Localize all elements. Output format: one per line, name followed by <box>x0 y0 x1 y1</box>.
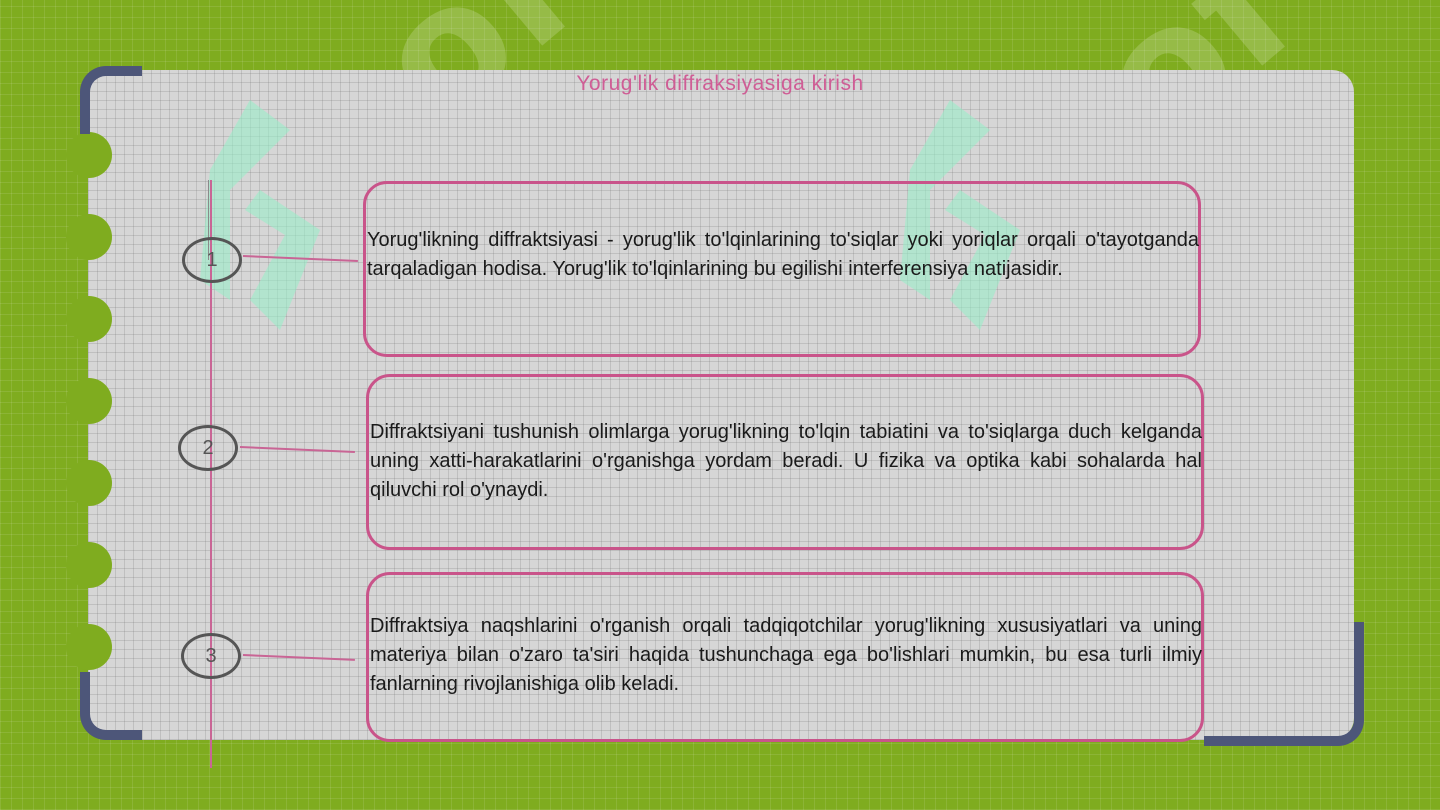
step-text: Diffraktsiyani tushunish olimlarga yorug'likning to'lqin tabiatini va to'siqlarga duch kelganda uning xatti-harakatlarini o'rganishga yordam beradi. U fizika va optika kabi sohalarda hal qiluvchi rol o'ynaydi. <box>370 421 1202 501</box>
step-text: Yorug'likning diffraktsiyasi - yorug'lik to'lqinlarining to'siqlar yoki yoriqlar orqali o'tayotganda tarqaladigan hodisa. Yorug'lik to'lqinlarining bu egilishi interferensiya natijasidir. <box>367 229 1199 280</box>
corner-bracket-bottom-right <box>1204 622 1364 746</box>
corner-bracket-bottom-left <box>80 672 142 740</box>
step-number-circle: 1 <box>182 237 242 283</box>
slide-title: Yorug'lik diffraksiyasiga kirish <box>576 72 864 95</box>
corner-bracket-top-left <box>80 66 142 134</box>
notebook-notch <box>66 296 112 342</box>
step-text: Diffraktsiya naqshlarini o'rganish orqali tadqiqotchilar yorug'likning xususiyatlari va uning materiya bilan o'zaro ta'siri haqida tushunchaga ega bo'lishlari mumkin, bu esa turli ilmiy fanlarning rivojlanishiga olib keladi. <box>370 615 1202 695</box>
notebook-notch <box>66 214 112 260</box>
notebook-notch <box>66 542 112 588</box>
notebook-notch <box>66 132 112 178</box>
notebook-notch <box>66 624 112 670</box>
notebook-notch <box>66 460 112 506</box>
step-number-circle: 2 <box>178 425 238 471</box>
notebook-notch <box>66 378 112 424</box>
step-number-circle: 3 <box>181 633 241 679</box>
